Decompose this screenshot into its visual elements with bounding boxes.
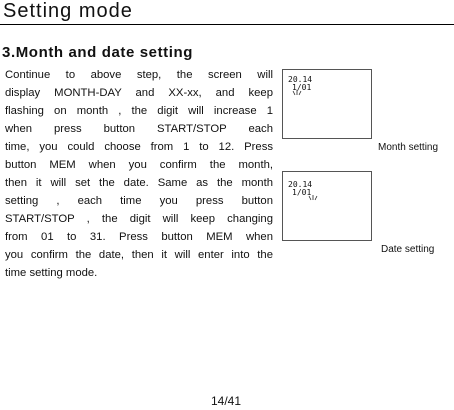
page-number: 14/41 (211, 394, 242, 408)
display-bottom-readout: 1/01 (292, 188, 312, 197)
paragraph-line: button MEM when you confirm the month, (5, 159, 273, 171)
page-title: Setting mode (3, 0, 133, 22)
header-divider (0, 24, 454, 25)
instruction-paragraph (5, 66, 273, 282)
display-bottom-readout: 1/01 (292, 83, 312, 92)
date-setting-caption: Date setting (381, 244, 435, 255)
paragraph-line: display MONTH-DAY and XX-xx, and keep (5, 87, 273, 99)
paragraph-line: Continue to above step, the screen will (5, 69, 273, 81)
paragraph-line: START/STOP , the digit will keep changing (5, 213, 273, 225)
month-setting-caption: Month setting (378, 142, 439, 153)
paragraph-line: from 01 to 31. Press button MEM when (5, 231, 273, 243)
display-top-readout: 20.14 (288, 75, 313, 84)
section-heading: 3.Month and date setting (2, 44, 194, 61)
date-setting-display (282, 171, 372, 241)
flashing-digit-indicator (292, 90, 304, 98)
paragraph-line: time, you could choose from 1 to 12. Press (5, 141, 273, 153)
paragraph-line: when press button START/STOP each (5, 123, 273, 135)
flashing-digit-indicator (308, 195, 320, 203)
paragraph-line: then it will set the date. Same as the month (5, 177, 273, 189)
display-top-readout: 20.14 (288, 180, 313, 189)
paragraph-line: you confirm the date, then it will enter into the (5, 249, 273, 261)
paragraph-line: flashing on month , the digit will increase 1 (5, 105, 273, 117)
paragraph-line: setting , each time you press button (5, 195, 273, 207)
month-setting-display (282, 69, 372, 139)
paragraph-line: time setting mode. (5, 267, 98, 279)
